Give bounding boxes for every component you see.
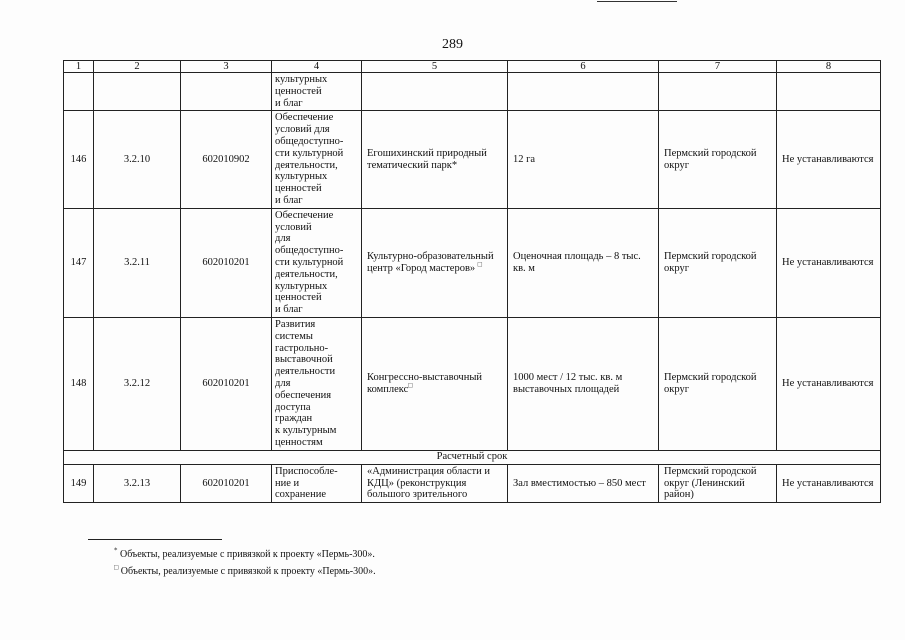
row-id: 602010902 <box>181 111 272 208</box>
row-zone <box>777 73 881 111</box>
data-table <box>63 60 881 503</box>
row-location: Пермский городской округ <box>659 317 777 450</box>
footnote-rule <box>88 539 222 540</box>
row-parameter: Оценочная площадь – 8 тыс. кв. м <box>508 208 659 317</box>
object-name: Культурно-образовательный центр «Город мастеров» <box>367 251 494 274</box>
table-row <box>64 208 881 317</box>
row-goal: Развития системы гастрольно- выставочной деятельности для обеспечения доступа граждан к культурным ценностям <box>272 317 362 450</box>
row-zone: Не устанавливаются <box>777 317 881 450</box>
footnote-mark: □ <box>477 260 483 269</box>
footnote-text: Объекты, реализуемые с привязкой к проекту «Пермь-300». <box>120 566 376 577</box>
row-id <box>181 73 272 111</box>
footnote-text: Объекты, реализуемые с привязкой к проекту «Пермь-300». <box>120 549 375 560</box>
row-number: 149 <box>64 464 94 502</box>
row-code: 3.2.11 <box>94 208 181 317</box>
row-goal: Приспособле- ние и сохранение <box>272 464 362 502</box>
table-row <box>64 317 881 450</box>
footnote-mark: * <box>114 546 118 555</box>
row-object <box>362 73 508 111</box>
row-code: 3.2.13 <box>94 464 181 502</box>
column-header: 7 <box>659 61 777 73</box>
row-location: Пермский городской округ <box>659 208 777 317</box>
row-object <box>362 317 508 450</box>
row-zone: Не устанавливаются <box>777 464 881 502</box>
column-header: 4 <box>272 61 362 73</box>
row-goal: Обеспечение условий для общедоступно- сти культурной деятельности, культурных ценностей и благ <box>272 111 362 208</box>
row-parameter <box>508 73 659 111</box>
row-code <box>94 73 181 111</box>
table-row <box>64 111 881 208</box>
object-name: Конгрессно-выставочный комплекс <box>367 372 483 395</box>
footnote-mark: □ <box>114 563 119 572</box>
row-id: 602010201 <box>181 464 272 502</box>
footnote <box>114 546 375 560</box>
row-goal: культурных ценностей и благ <box>272 73 362 111</box>
column-header: 8 <box>777 61 881 73</box>
column-header: 1 <box>64 61 94 73</box>
header-row <box>64 61 881 73</box>
row-object: Егошихинский природный тематический парк* <box>362 111 508 208</box>
footnote <box>114 563 376 577</box>
row-object <box>362 208 508 317</box>
row-number: 146 <box>64 111 94 208</box>
table-row <box>64 464 881 502</box>
row-location: Пермский городской округ <box>659 111 777 208</box>
table-row <box>64 73 881 111</box>
row-object: «Администрация области и КДЦ» (реконструкция большого зрительного <box>362 464 508 502</box>
column-header: 3 <box>181 61 272 73</box>
row-code: 3.2.12 <box>94 317 181 450</box>
column-header: 5 <box>362 61 508 73</box>
row-zone: Не устанавливаются <box>777 111 881 208</box>
section-row <box>64 450 881 464</box>
row-number: 147 <box>64 208 94 317</box>
row-parameter: Зал вместимостью – 850 мест <box>508 464 659 502</box>
row-code: 3.2.10 <box>94 111 181 208</box>
column-header: 2 <box>94 61 181 73</box>
row-number <box>64 73 94 111</box>
row-location: Пермский городской округ (Ленинский район) <box>659 464 777 502</box>
row-zone: Не устанавливаются <box>777 208 881 317</box>
footnote-mark: □ <box>408 381 413 390</box>
row-goal: Обеспечение условий для общедоступно- сти культурной деятельности, культурных ценностей и благ <box>272 208 362 317</box>
row-id: 602010201 <box>181 208 272 317</box>
row-number: 148 <box>64 317 94 450</box>
row-parameter: 1000 мест / 12 тыс. кв. м выставочных площадей <box>508 317 659 450</box>
row-id: 602010201 <box>181 317 272 450</box>
row-location <box>659 73 777 111</box>
section-label: Расчетный срок <box>64 450 881 464</box>
column-header: 6 <box>508 61 659 73</box>
row-parameter: 12 га <box>508 111 659 208</box>
header-rule <box>597 1 677 2</box>
page-number: 289 <box>442 37 463 52</box>
